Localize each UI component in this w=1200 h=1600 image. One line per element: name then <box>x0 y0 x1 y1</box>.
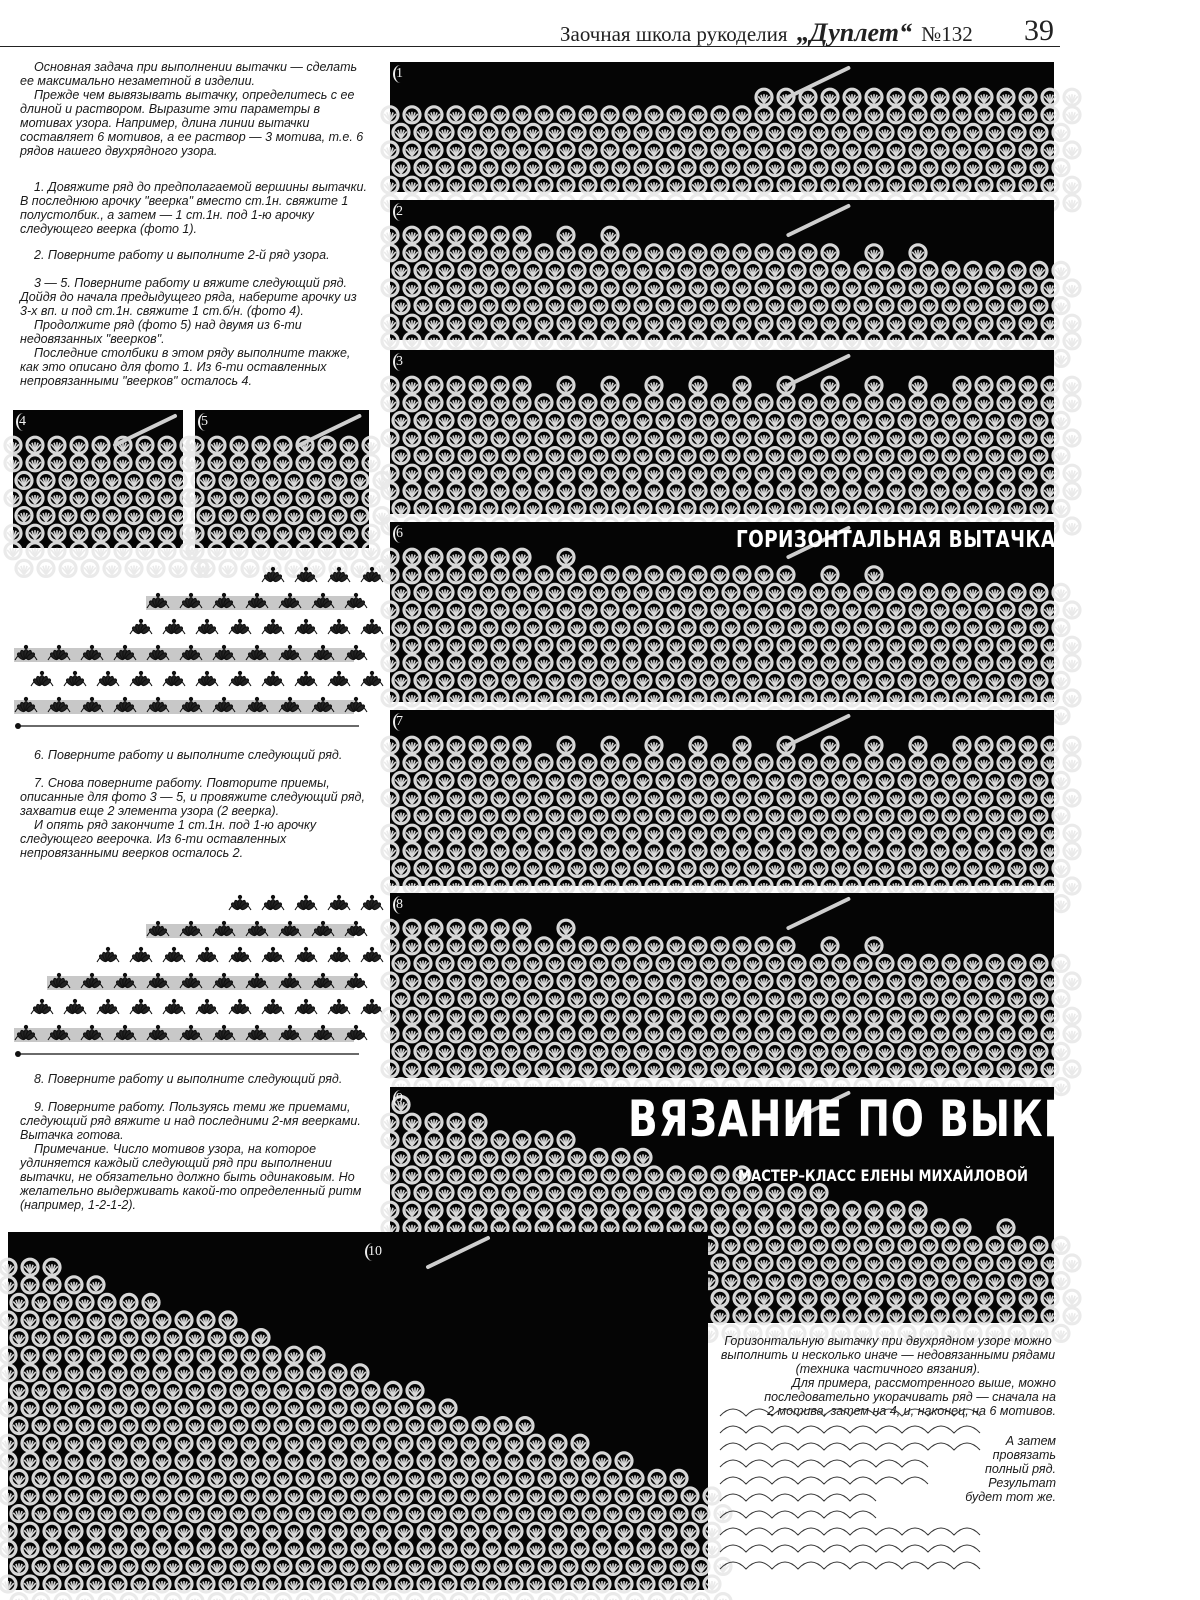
issue-number: №132 <box>921 22 973 46</box>
lace-texture <box>13 410 183 548</box>
lace-texture <box>8 1232 708 1590</box>
page-number: 39 <box>1024 14 1054 47</box>
header-rule <box>0 46 1060 47</box>
main-title: ВЯЗАНИЕ ПО ВЫКРОЙКЕ <box>628 1090 1200 1148</box>
lace-texture <box>195 410 369 548</box>
photo-number: 1 <box>396 66 403 81</box>
magazine-brand: „Дуплет“ <box>796 18 912 47</box>
steps-text-2 <box>20 748 370 860</box>
bottom-paragraph: Горизонтальную вытачку при двухрядном узоре можно выполнить и несколько иначе — недовязанными рядами (техника частичного вязания). <box>720 1334 1056 1376</box>
photo-8 <box>390 893 1054 1078</box>
step-paragraph: 6. Поверните работу и выполните следующий ряд. <box>34 748 343 762</box>
step-paragraph: 9. Поверните работу. Пользуясь теми же приемами, следующий ряд вяжите и над последними 2-мя веерками. Вытачка готова. <box>20 1100 361 1142</box>
crochet-chart-1 <box>14 560 366 732</box>
step-paragraph: 8. Поверните работу и выполните следующий ряд. <box>34 1072 343 1086</box>
intro-paragraph: Прежде чем вывязывать вытачку, определитесь с ее длиной и раствором. Выразите эти параметры в мотивах узора. Например, длина линии вытачки составляет 6 мотивов, а ее раствор — 3 мотива, т.е. 6 рядов нашего двухрядного узора. <box>20 88 364 158</box>
master-class-subtitle: МАСТЕР–КЛАСС ЕЛЕНЫ МИХАЙЛОВОЙ <box>738 1166 1028 1185</box>
intro-paragraph: Основная задача при выполнении вытачки — сделать ее максимально незаметной в изделии. <box>20 60 358 88</box>
step-paragraph: 3 — 5. Поверните работу и вяжите следующий ряд. Дойдя до начала предыдущего ряда, наберите арочку из 3-х вп. и под ст.1н. свяжите 1 ст.б/н. (фото 4). <box>20 276 357 318</box>
photo-number: 9 <box>396 1091 403 1106</box>
step-paragraph: Примечание. Число мотивов узора, на которое удлиняется каждый следующий ряд при выполнении вытачки, не обязательно должно быть одинаковым. Но желательно выдерживать какой-то определенный ритм (например, 1-2-1-2). <box>20 1142 362 1212</box>
short-rows-chart <box>716 1402 966 1588</box>
photo-number: 3 <box>396 354 403 369</box>
photo-3 <box>390 350 1054 514</box>
step-paragraph: И опять ряд закончите 1 ст.1н. под 1-ю арочку следующего веерочка. Из 6-ти оставленных непровязанными веерков осталось 2. <box>20 818 317 860</box>
photo-2 <box>390 200 1054 340</box>
lace-texture <box>390 200 1054 340</box>
steps-text-3 <box>20 1072 370 1212</box>
bottom-text <box>718 1334 1058 1376</box>
running-header <box>560 18 973 48</box>
photo-number: 5 <box>201 414 208 429</box>
photo-5 <box>195 410 369 548</box>
steps-text-1 <box>20 180 370 388</box>
lace-texture <box>390 893 1054 1078</box>
step-paragraph: 7. Снова поверните работу. Повторите приемы, описанные для фото 3 — 5, и провяжите следующий ряд, захватив еще 2 элемента узора (2 веерка). <box>20 776 365 818</box>
section-title: ГОРИЗОНТАЛЬНАЯ ВЫТАЧКА <box>736 527 1056 553</box>
photo-4 <box>13 410 183 548</box>
lace-texture <box>390 62 1054 192</box>
bottom-paragraph: А затем провязать полный ряд. Результат будет тот же. <box>965 1434 1056 1504</box>
photo-number: 6 <box>396 526 403 541</box>
bottom-paragraph: Для примера, рассмотренного выше, можно последовательно укорачивать ряд — сначала на 2 мотива, затем на 4, и, наконец, на 6 мотивов. <box>764 1376 1056 1418</box>
photo-7 <box>390 710 1054 886</box>
intro-text <box>20 60 370 158</box>
bottom-text-3 <box>960 1434 1056 1504</box>
crochet-chart-2 <box>14 880 366 1060</box>
photo-number: 4 <box>19 414 26 429</box>
photo-number: 2 <box>396 204 403 219</box>
lace-texture <box>390 710 1054 886</box>
step-paragraph: 1. Довяжите ряд до предполагаемой вершины вытачки. В последнюю арочку "веерка" вместо ст.1н. свяжите 1 полустолбик., а затем — 1 ст.1н. под 1-ю арочку следующего веерка (фото 1). <box>20 180 367 236</box>
photo-number: 7 <box>396 714 403 729</box>
step-paragraph: Продолжите ряд (фото 5) над двумя из 6-ти недовязанных "веерков". <box>20 318 302 346</box>
photo-number: 10 <box>368 1244 382 1259</box>
photo-10 <box>8 1232 708 1590</box>
lace-texture <box>390 350 1054 514</box>
step-paragraph: 2. Поверните работу и выполните 2-й ряд узора. <box>34 248 330 262</box>
photo-1 <box>390 62 1054 192</box>
step-paragraph: Последние столбики в этом ряду выполните также, как это описано для фото 1. Из 6-ти оставленных непровязанными "веерков" осталось 4. <box>20 346 351 388</box>
photo-number: 8 <box>396 897 403 912</box>
school-name: Заочная школа рукоделия <box>560 22 788 46</box>
